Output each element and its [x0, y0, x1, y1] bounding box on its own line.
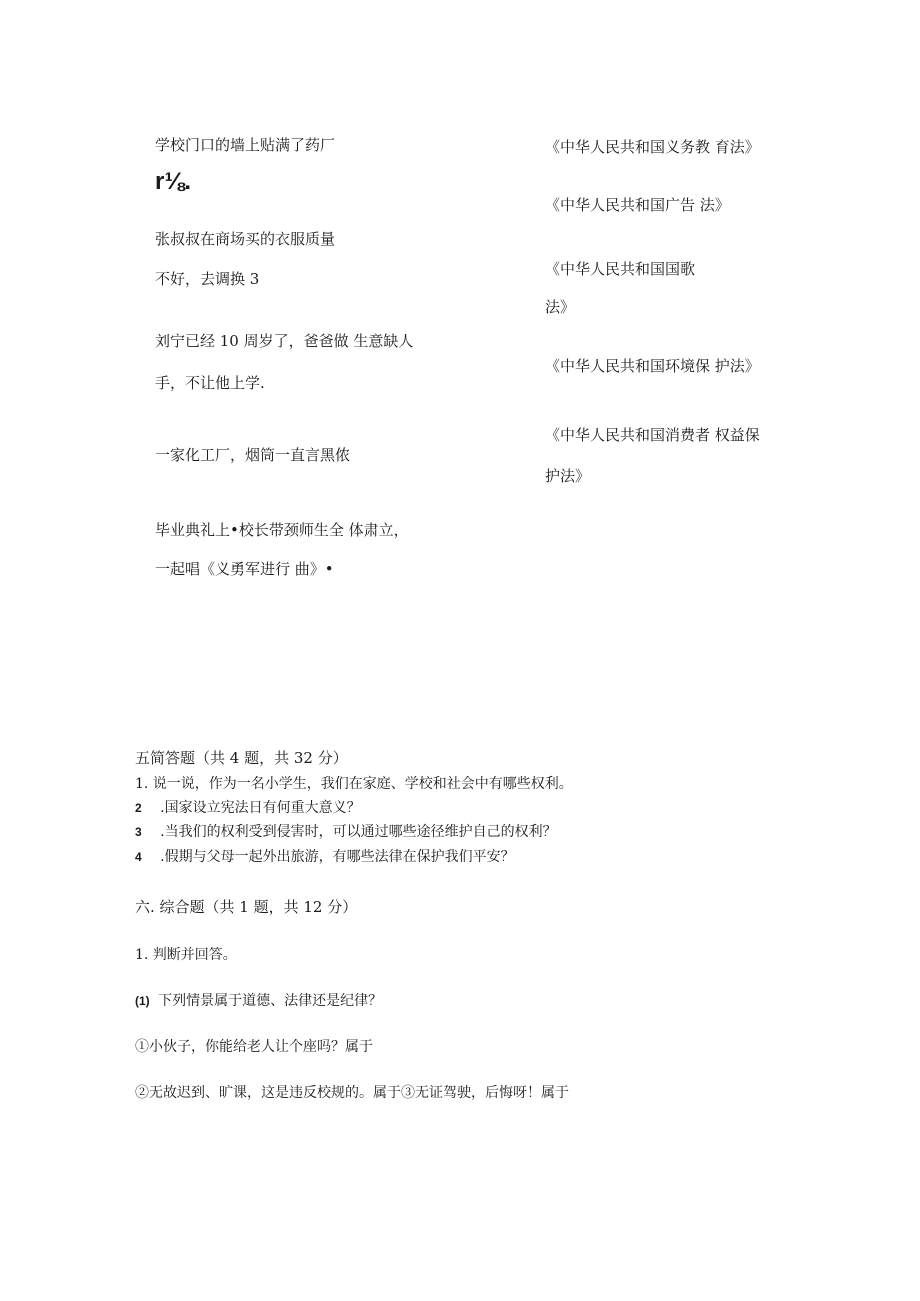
section-6-question-1: 1. 判断并回答。: [135, 947, 237, 963]
question-3-number: 3: [135, 825, 142, 839]
scenario-4-line-1: 一家化工厂，烟筒一直言黑侬: [155, 446, 351, 464]
section-5-title: 五简答题（共 4 题，共 32 分）: [135, 749, 348, 767]
question-4-number: 4: [135, 850, 142, 864]
question-3: [135, 822, 557, 842]
scenario-1-line-1: 学校门口的墙上贴满了药厂: [155, 136, 336, 154]
question-1: 1. 说一说，作为一名小学生，我们在家庭、学校和社会中有哪些权利。: [135, 776, 573, 792]
law-3-line-1: 《中华人民共和国国歌: [545, 260, 696, 278]
sub-question-1-text: 下列情景属于道德、法律还是纪律？: [158, 993, 383, 1009]
law-4: 《中华人民共和国环境保 护法》: [545, 357, 760, 375]
question-2-text: .国家设立宪法日有何重大意义？: [160, 800, 361, 816]
scenario-1-line-2: r⅛.: [155, 168, 192, 195]
scenario-3-line-2: 手，不让他上学.: [155, 374, 265, 392]
question-4: [135, 847, 515, 867]
scenario-item-2-3: ②无故迟到、旷课，这是违反校规的。属于③无证驾驶，后悔呀！属于: [135, 1085, 569, 1101]
sub-question-1-number: (1): [135, 994, 150, 1008]
law-1: 《中华人民共和国义务教 育法》: [545, 138, 760, 156]
sub-question-1: [135, 991, 382, 1011]
question-3-text: .当我们的权利受到侵害时，可以通过哪些途径维护自己的权利？: [160, 824, 557, 840]
scenario-2-line-2: 不好，去调换 3: [155, 270, 260, 288]
law-5-line-1: 《中华人民共和国消费者 权益保: [545, 426, 760, 444]
section-6-title: 六. 综合题（共 1 题，共 12 分）: [135, 898, 358, 916]
scenario-item-1: ①小伙子，你能给老人让个座吗？属于: [135, 1039, 373, 1055]
scenario-5-line-1: 毕业典礼上•校长带颈师生全 体肃立，: [155, 521, 409, 539]
question-2: [135, 798, 361, 818]
question-4-text: .假期与父母一起外出旅游，有哪些法律在保护我们平安？: [160, 849, 515, 865]
scenario-5-line-2: 一起唱《义勇军进行 曲》•: [155, 560, 334, 578]
question-2-number: 2: [135, 801, 142, 815]
scenario-2-line-1: 张叔叔在商场买的衣服质量: [155, 230, 336, 248]
scenario-3-line-1: 刘宁已经 10 周岁了，爸爸做 生意缺人: [155, 332, 414, 350]
law-5-line-2: 护法》: [545, 467, 591, 485]
law-3-line-2: 法》: [545, 298, 576, 316]
law-2: 《中华人民共和国广告 法》: [545, 196, 730, 214]
